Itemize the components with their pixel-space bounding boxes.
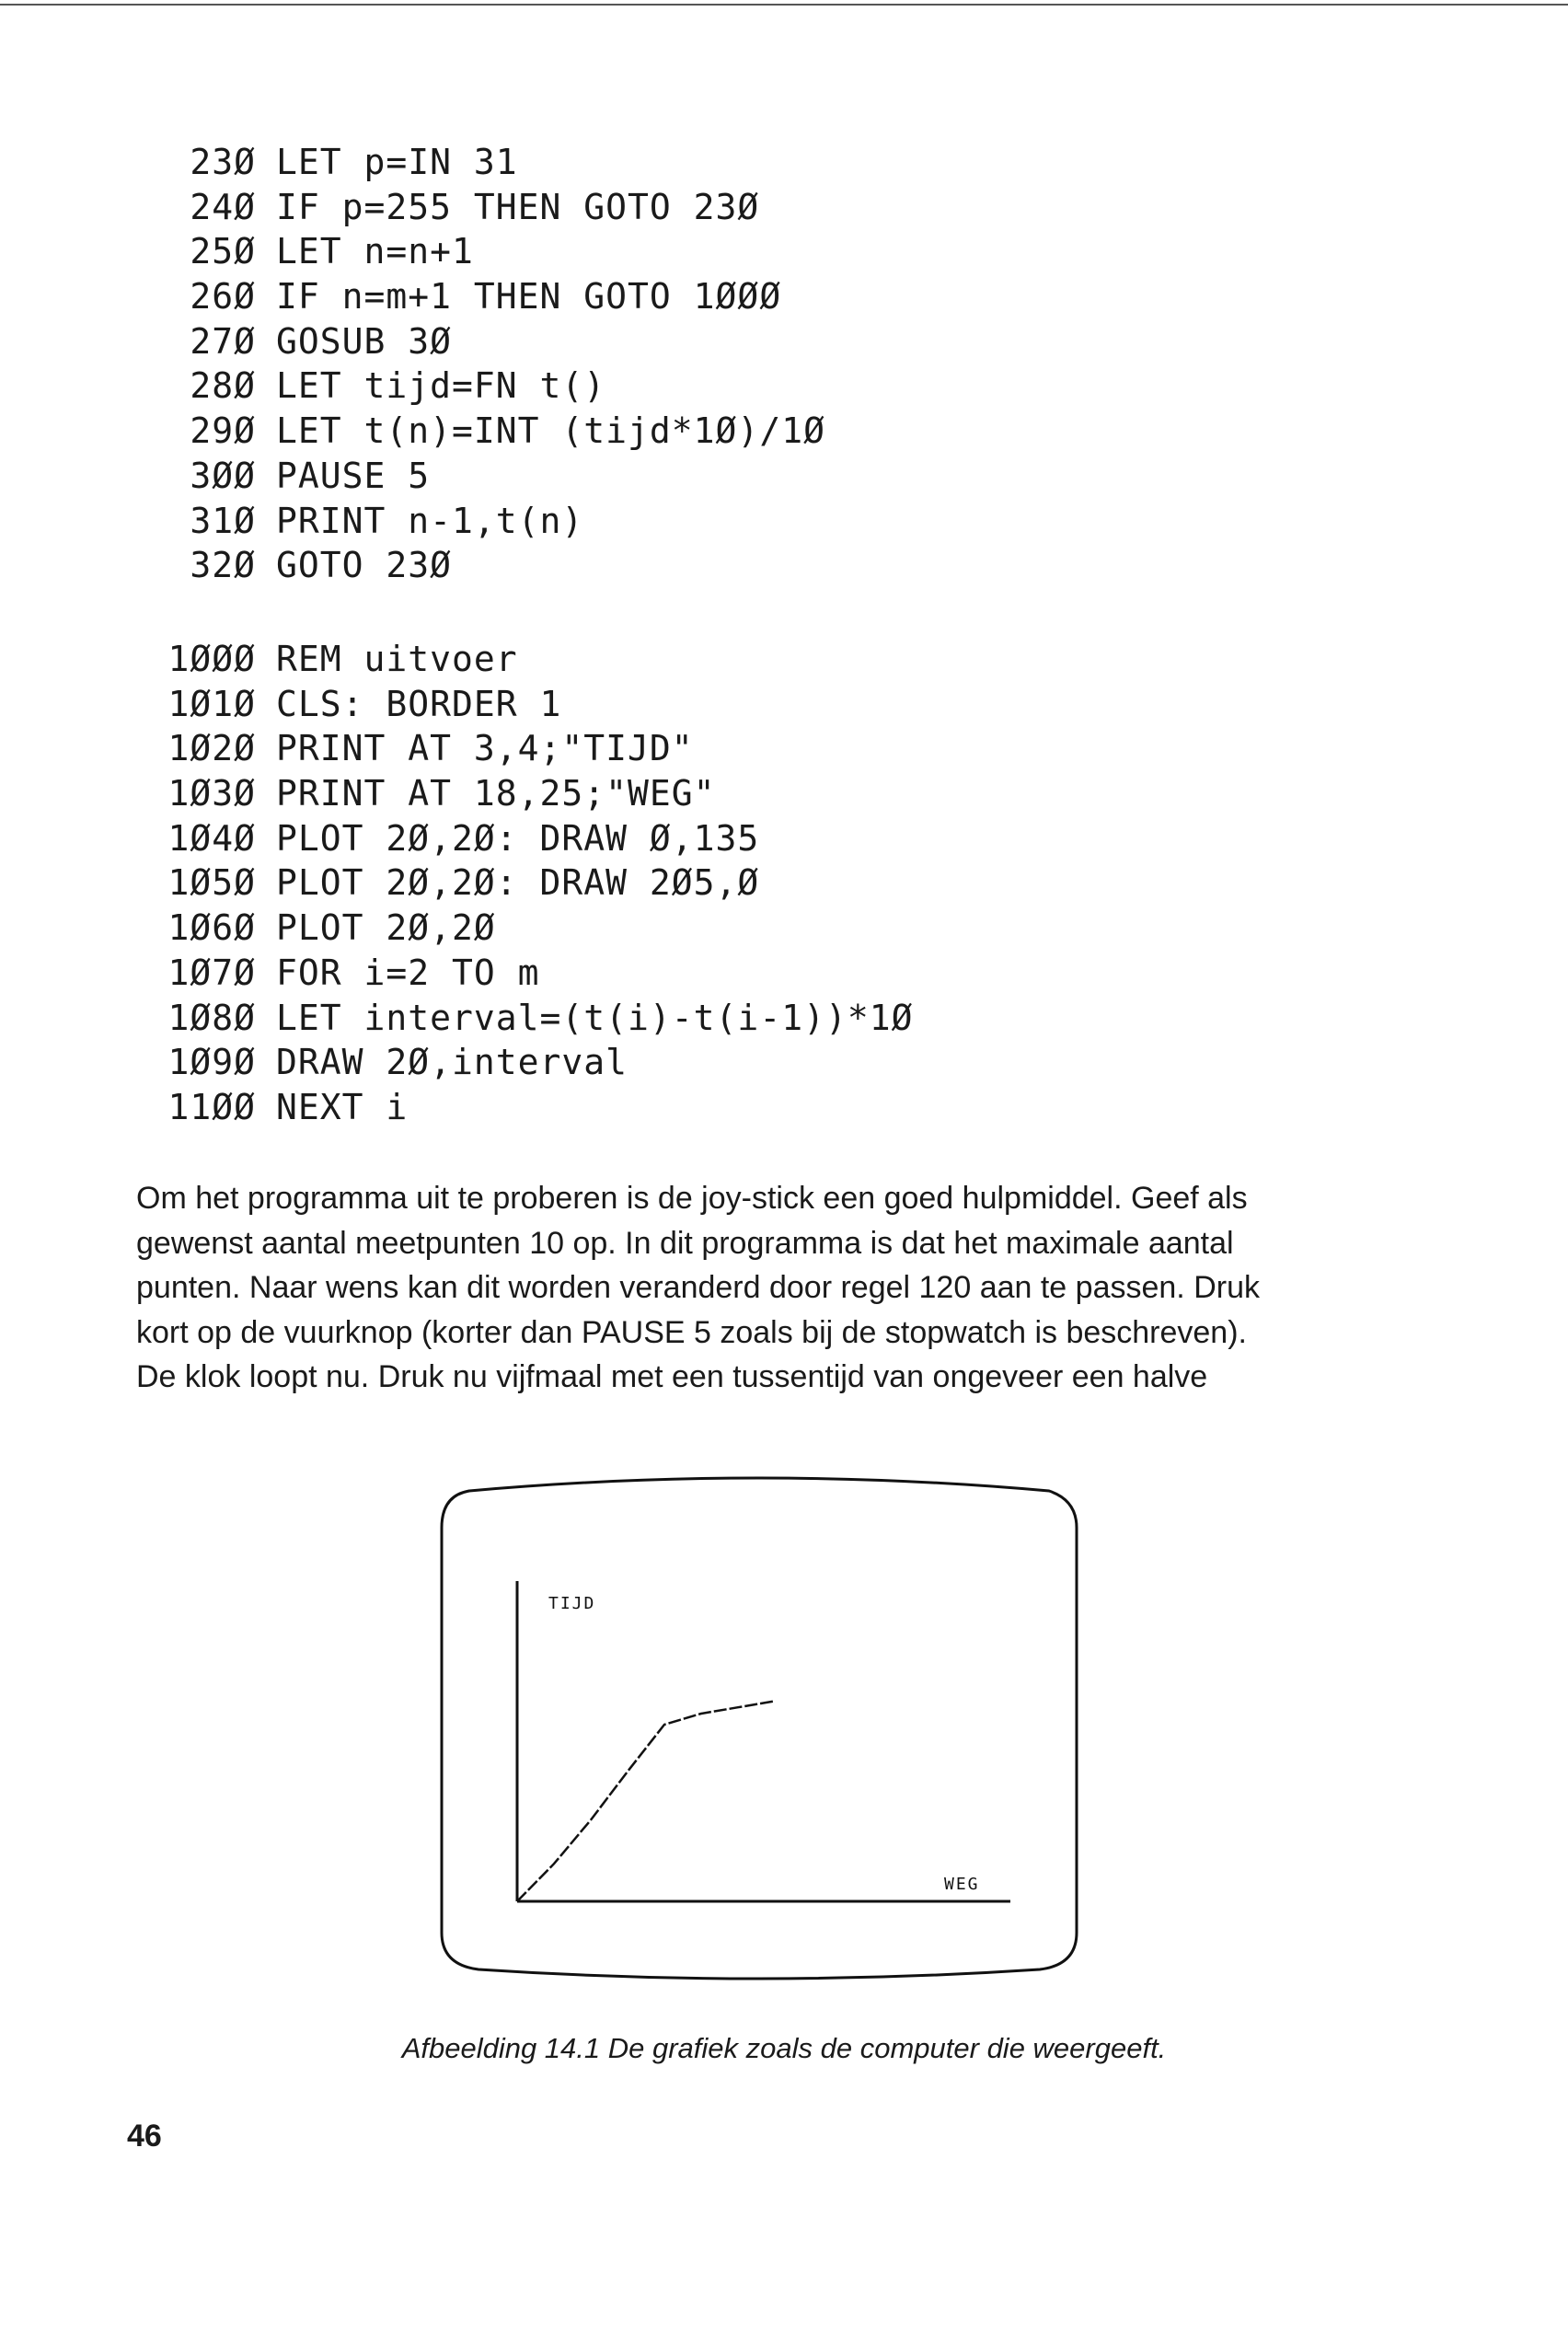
code-line xyxy=(129,906,1233,951)
line-number: 1ØØØ xyxy=(167,639,256,679)
line-number: 3ØØ xyxy=(190,455,256,496)
line-number: 1Ø2Ø xyxy=(167,728,256,769)
figure-caption: Afbeelding 14.1 De grafiek zoals de computer die weergeeft. xyxy=(401,2032,1167,2064)
code-line xyxy=(129,499,1233,544)
code-statement: PRINT AT 3,4;"TIJD" xyxy=(276,728,694,769)
code-statement: CLS: BORDER 1 xyxy=(276,683,562,724)
line-number: 28Ø xyxy=(190,365,256,407)
paragraph-line: De klok loopt nu. Druk nu vijfmaal met een tussentijd van ongeveer een halve xyxy=(136,1359,1208,1394)
page-number: 46 xyxy=(127,2119,162,2153)
line-number: 1Ø9Ø xyxy=(167,1042,256,1083)
figure-screen-graph xyxy=(432,1463,1086,1997)
code-statement: PRINT AT 18,25;"WEG" xyxy=(276,773,716,814)
paragraph-line: kort op de vuurknop (korter dan PAUSE 5 zoals bij de stopwatch is beschreven). xyxy=(136,1314,1247,1350)
code-line xyxy=(129,140,1233,185)
line-number: 27Ø xyxy=(190,320,256,362)
code-statement: PLOT 2Ø,2Ø: DRAW 2Ø5,Ø xyxy=(276,862,760,904)
line-number: 1Ø3Ø xyxy=(167,773,256,814)
code-line xyxy=(129,637,1233,682)
code-statement: LET t(n)=INT (tijd*1Ø)/1Ø xyxy=(276,410,825,452)
top-rule xyxy=(0,4,1568,6)
line-number: 23Ø xyxy=(190,142,256,182)
line-number: 1Ø1Ø xyxy=(167,683,256,724)
code-statement: PLOT 2Ø,2Ø xyxy=(276,907,496,949)
code-line xyxy=(129,409,1233,454)
code-statement: PLOT 2Ø,2Ø: DRAW Ø,135 xyxy=(276,817,760,859)
code-line xyxy=(129,726,1233,771)
code-line xyxy=(129,364,1233,409)
code-line xyxy=(129,229,1233,274)
code-line xyxy=(129,771,1233,816)
body-paragraph xyxy=(136,1176,1406,1400)
line-number: 1Ø7Ø xyxy=(167,952,256,993)
code-statement: LET n=n+1 xyxy=(276,231,474,272)
code-statement: IF p=255 THEN GOTO 23Ø xyxy=(276,186,760,227)
code-listing-part-1 xyxy=(129,140,1233,588)
paragraph-line: gewenst aantal meetpunten 10 op. In dit programma is dat het maximale aantal xyxy=(136,1225,1234,1261)
code-line xyxy=(129,274,1233,319)
code-statement: FOR i=2 TO m xyxy=(276,952,540,993)
line-number: 26Ø xyxy=(190,276,256,318)
code-line xyxy=(129,951,1233,996)
code-statement: DRAW 2Ø,interval xyxy=(276,1042,628,1083)
line-number: 29Ø xyxy=(190,410,256,452)
screen-frame xyxy=(442,1478,1077,1979)
code-statement: GOSUB 3Ø xyxy=(276,320,453,362)
line-number: 1Ø8Ø xyxy=(167,997,256,1038)
line-number: 31Ø xyxy=(190,500,256,541)
code-statement: IF n=m+1 THEN GOTO 1ØØØ xyxy=(276,276,782,318)
code-line xyxy=(129,816,1233,861)
line-number: 1Ø4Ø xyxy=(167,817,256,859)
code-statement: LET tijd=FN t() xyxy=(276,365,606,407)
code-statement: LET p=IN 31 xyxy=(276,142,518,182)
code-line xyxy=(129,996,1233,1041)
code-statement: PRINT n-1,t(n) xyxy=(276,500,584,541)
code-line xyxy=(129,682,1233,727)
code-line xyxy=(129,543,1233,588)
code-line xyxy=(129,185,1233,230)
code-line xyxy=(129,1085,1233,1130)
code-line xyxy=(129,1040,1233,1085)
paragraph-line: punten. Naar wens kan dit worden veranderd door regel 120 aan te passen. Druk xyxy=(136,1270,1260,1305)
line-number: 32Ø xyxy=(190,545,256,586)
code-listing-part-2 xyxy=(129,637,1233,1130)
code-statement: GOTO 23Ø xyxy=(276,545,453,586)
line-number: 1Ø5Ø xyxy=(167,862,256,904)
time-distance-curve xyxy=(517,1701,775,1901)
code-statement: PAUSE 5 xyxy=(276,455,431,496)
tv-screen-illustration xyxy=(432,1463,1086,1997)
line-number: 25Ø xyxy=(190,231,256,272)
code-line xyxy=(129,454,1233,499)
x-axis-label: WEG xyxy=(944,1875,980,1894)
code-line xyxy=(129,860,1233,906)
paragraph-line: Om het programma uit te proberen is de joy-stick een goed hulpmiddel. Geef als xyxy=(136,1181,1248,1216)
code-statement: REM uitvoer xyxy=(276,639,518,679)
code-line xyxy=(129,319,1233,364)
code-statement: NEXT i xyxy=(276,1086,409,1127)
line-number: 24Ø xyxy=(190,186,256,227)
line-number: 1Ø6Ø xyxy=(167,907,256,949)
y-axis-label: TIJD xyxy=(548,1594,596,1613)
code-statement: LET interval=(t(i)-t(i-1))*1Ø xyxy=(276,997,914,1038)
line-number: 11ØØ xyxy=(167,1086,256,1127)
